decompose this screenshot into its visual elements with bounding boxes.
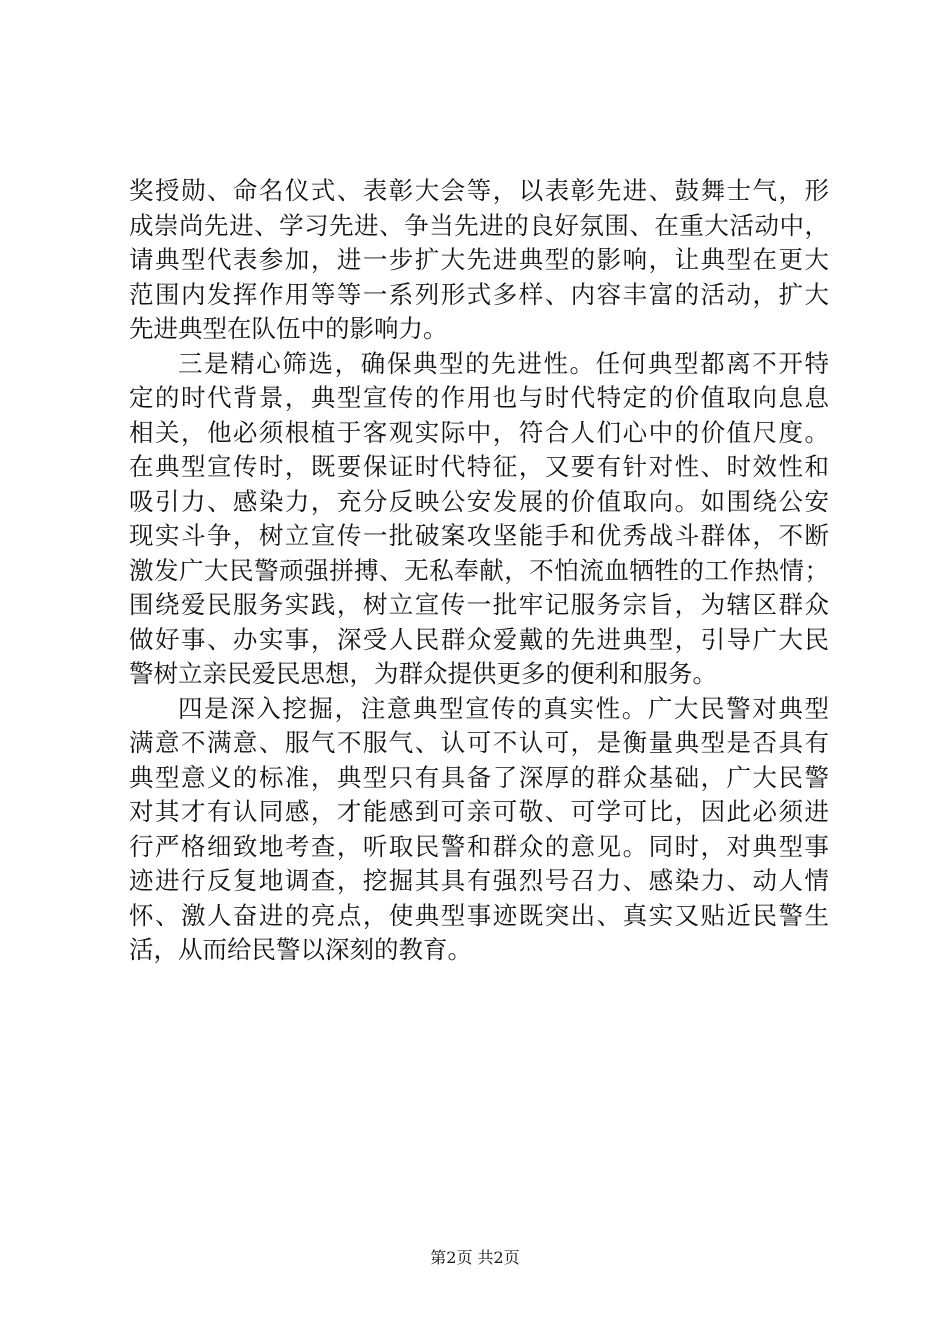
paragraph-3 [129, 692, 829, 968]
text-line: 奖授勋、命名仪式、表彰大会等，以表彰先进、鼓舞士气，形 [129, 176, 829, 205]
text-line: 满意不满意、服气不服气、认可不认可，是衡量典型是否具有 [129, 728, 829, 757]
text-line: 怀、激人奋进的亮点，使典型事迹既突出、真实又贴近民警生 [129, 900, 829, 930]
paragraph-1 [129, 174, 829, 347]
paragraph-2 [129, 347, 829, 692]
text-line: 警树立亲民爱民思想，为群众提供更多的便利和服务。 [129, 659, 717, 688]
text-line: 吸引力、感染力，充分反映公安发展的价值取向。如围绕公安 [129, 486, 829, 516]
text-line: 做好事、办实事，深受人民群众爱戴的先进典型，引导广大民 [129, 624, 829, 654]
text-line: 定的时代背景，典型宣传的作用也与时代特定的价值取向息息 [129, 383, 829, 412]
text-line: 四是深入挖掘，注意典型宣传的真实性。广大民警对典型 [178, 693, 829, 723]
text-line: 行严格细致地考查，听取民警和群众的意见。同时，对典型事 [129, 831, 829, 861]
text-line: 对其才有认同感，才能感到可亲可敬、可学可比，因此必须进 [129, 797, 829, 826]
body-text [129, 174, 829, 968]
text-line: 活，从而给民警以深刻的教育。 [129, 935, 472, 964]
text-line: 典型意义的标准，典型只有具备了深厚的群众基础，广大民警 [129, 762, 829, 792]
text-line: 先进典型在队伍中的影响力。 [129, 314, 448, 343]
page-footer [0, 1245, 950, 1268]
text-line: 相关，他必须根植于客观实际中，符合人们心中的价值尺度。 [129, 417, 829, 447]
text-line: 范围内发挥作用等等一系列形式多样、内容丰富的活动，扩大 [129, 279, 829, 309]
text-line: 现实斗争，树立宣传一批破案攻坚能手和优秀战斗群体，不断 [129, 521, 829, 550]
text-line: 请典型代表参加，进一步扩大先进典型的影响，让典型在更大 [129, 245, 829, 274]
text-line: 成崇尚先进、学习先进、争当先进的良好氛围、在重大活动中， [129, 210, 829, 240]
text-line: 三是精心筛选，确保典型的先进性。任何典型都离不开特 [178, 348, 829, 378]
text-line: 迹进行反复地调查，挖掘其具有强烈号召力、感染力、动人情 [129, 866, 829, 895]
text-line: 围绕爱民服务实践，树立宣传一批牢记服务宗旨，为辖区群众 [129, 590, 829, 619]
text-line: 在典型宣传时，既要保证时代特征，又要有针对性、时效性和 [129, 452, 829, 481]
page-number-label: 第2页 共2页 [430, 1248, 520, 1267]
text-line: 激发广大民警顽强拼搏、无私奉献，不怕流血牺牲的工作热情； [129, 555, 829, 585]
